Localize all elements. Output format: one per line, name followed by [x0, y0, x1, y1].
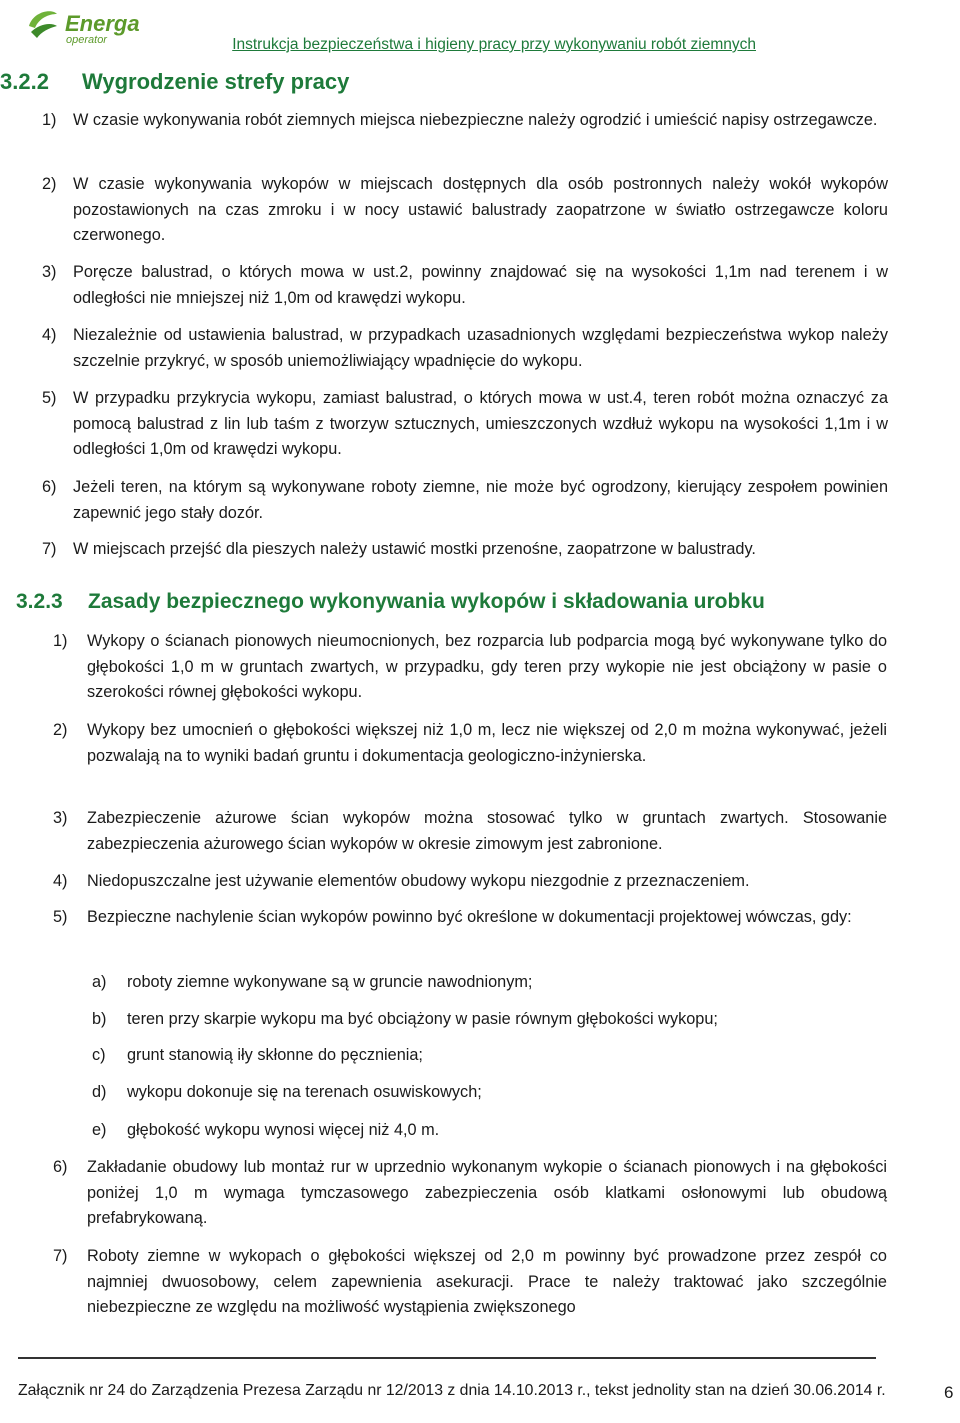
item-number: 3): [53, 809, 68, 827]
list-item: [42, 108, 888, 134]
item-number: a): [92, 973, 107, 991]
item-text: Bezpieczne nachylenie ścian wykopów powinno być określone w dokumentacji projektowej wówczas, gdy:: [87, 908, 852, 926]
list-item: [42, 537, 888, 563]
list-item: [53, 718, 887, 769]
item-number: 4): [42, 326, 57, 344]
list-item: [42, 386, 888, 463]
section-number: 3.2.3: [16, 590, 63, 613]
section-title: Zasady bezpiecznego wykonywania wykopów i składowania urobku: [88, 590, 765, 613]
sub-list-item: [92, 970, 888, 996]
item-number: 1): [53, 632, 68, 650]
item-number: 7): [53, 1247, 68, 1265]
footer-divider: [18, 1357, 876, 1359]
item-number: 2): [42, 175, 57, 193]
sub-list-item: [92, 1118, 888, 1144]
item-text: W miejscach przejść dla pieszych należy ustawić mostki przenośne, zaopatrzone w balustrady.: [73, 540, 756, 558]
item-text: wykopu dokonuje się na terenach osuwiskowych;: [127, 1083, 482, 1101]
item-text: Zakładanie obudowy lub montaż rur w uprzednio wykonanym wykopie o ścianach pionowych i na głębokości poniżej 1,0 m wymaga tymczasowego zabezpieczenia osób klatkami osłonowymi lub obudową prefabrykowaną.: [87, 1158, 887, 1227]
section-heading-322: [0, 69, 349, 95]
item-number: d): [92, 1083, 107, 1101]
item-number: 2): [53, 721, 68, 739]
section-number: 3.2.2: [0, 69, 49, 94]
item-number: 4): [53, 872, 68, 890]
item-number: c): [92, 1046, 106, 1064]
item-number: b): [92, 1010, 107, 1028]
item-number: 1): [42, 111, 57, 129]
item-number: 3): [42, 263, 57, 281]
list-item: [53, 1244, 887, 1321]
item-text: Jeżeli teren, na którym są wykonywane roboty ziemne, nie może być ogrodzony, kierujący zespołem powinien zapewnić jego stały dozór.: [73, 478, 888, 522]
item-text: W czasie wykonywania robót ziemnych miejsca niebezpieczne należy ogrodzić i umieścić napisy ostrzegawcze.: [73, 111, 878, 129]
item-text: głębokość wykopu wynosi więcej niż 4,0 m.: [127, 1121, 440, 1139]
energa-leaf-icon: [25, 6, 61, 42]
section-title: Wygrodzenie strefy pracy: [82, 69, 350, 94]
logo-sub: operator: [66, 34, 107, 46]
item-text: Poręcze balustrad, o których mowa w ust.2, powinny znajdować się na wysokości 1,1m nad terenem i w odległości nie mniejszej niż 1,0m od krawędzi wykopu.: [73, 263, 888, 307]
list-item: [53, 1155, 887, 1232]
item-text: teren przy skarpie wykopu ma być obciążony w pasie równym głębokości wykopu;: [127, 1010, 718, 1028]
item-text: grunt stanowią iły skłonne do pęcznienia;: [127, 1046, 423, 1064]
item-text: Wykopy o ścianach pionowych nieumocnionych, bez rozparcia lub podparcia mogą być wykonywane tylko do głębokości 1,0 m w gruntach zwartych, w przypadku, gdy teren przy wykopie nie jest obciążony w pasie o szerokości równej głębokości wykopu.: [87, 632, 887, 701]
list-item: [42, 172, 888, 249]
item-text: roboty ziemne wykonywane są w gruncie nawodnionym;: [127, 973, 533, 991]
item-text: W przypadku przykrycia wykopu, zamiast balustrad, o których mowa w ust.4, teren robót można oznaczyć za pomocą balustrad z lin lub taśm z tworzyw sztucznych, umieszczonych wzdłuż wykopu na wysokości 1,1m i w odległości 1,0m od krawędzi wykopu.: [73, 389, 888, 458]
list-item: [53, 905, 887, 931]
item-text: Roboty ziemne w wykopach o głębokości większej od 2,0 m powinny być prowadzone przez zespół co najmniej dwuosobowy, celem zapewnienia asekuracji. Prace te należy traktować jako szczególnie niebezpieczne ze względu na możliwość wystąpienia zwiększonego: [87, 1247, 887, 1316]
page-number: 6: [944, 1383, 954, 1402]
sub-list-item: [92, 1043, 888, 1069]
sub-list-item: [92, 1080, 888, 1106]
list-item: [42, 323, 888, 374]
logo-name: Energa: [65, 11, 140, 36]
header-title: Instrukcja bezpieczeństwa i higieny pracy przy wykonywaniu robót ziemnych: [232, 36, 756, 53]
item-text: Zabezpieczenie ażurowe ścian wykopów można stosować tylko w gruntach zwartych. Stosowanie zabezpieczenia ażurowego ścian wykopów w okresie zimowym jest zabronione.: [87, 809, 887, 853]
footer-text: Załącznik nr 24 do Zarządzenia Prezesa Zarządu nr 12/2013 z dnia 14.10.2013 r., tekst jednolity stan na dzień 30.06.2014 r.: [18, 1382, 886, 1399]
section-heading-323: [16, 590, 765, 614]
sub-list-item: [92, 1007, 888, 1033]
item-number: e): [92, 1121, 107, 1139]
item-number: 6): [42, 478, 57, 496]
energa-logo: [25, 6, 165, 46]
list-item: [53, 629, 887, 706]
list-item: [42, 475, 888, 526]
list-item: [53, 806, 887, 857]
item-text: Wykopy bez umocnień o głębokości większej niż 1,0 m, lecz nie większej od 2,0 m można wykonywać, jeżeli pozwalają na to wyniki badań gruntu i dokumentacja geologiczno-inżynierska.: [87, 721, 887, 765]
item-number: 7): [42, 540, 57, 558]
item-number: 5): [42, 389, 57, 407]
item-number: 5): [53, 908, 68, 926]
list-item: [42, 260, 888, 311]
item-text: W czasie wykonywania wykopów w miejscach dostępnych dla osób postronnych należy wokół wykopów pozostawionych na czas zmroku i w nocy ustawić balustrady zaopatrzone w światło ostrzegawcze koloru czerwonego.: [73, 175, 888, 244]
item-text: Niedopuszczalne jest używanie elementów obudowy wykopu niezgodnie z przeznaczeniem.: [87, 872, 750, 890]
item-number: 6): [53, 1158, 68, 1176]
item-text: Niezależnie od ustawienia balustrad, w przypadkach uzasadnionych względami bezpieczeństwa wykop należy szczelnie przykryć, w sposób uniemożliwiający wpadnięcie do wykopu.: [73, 326, 888, 370]
list-item: [53, 869, 887, 895]
